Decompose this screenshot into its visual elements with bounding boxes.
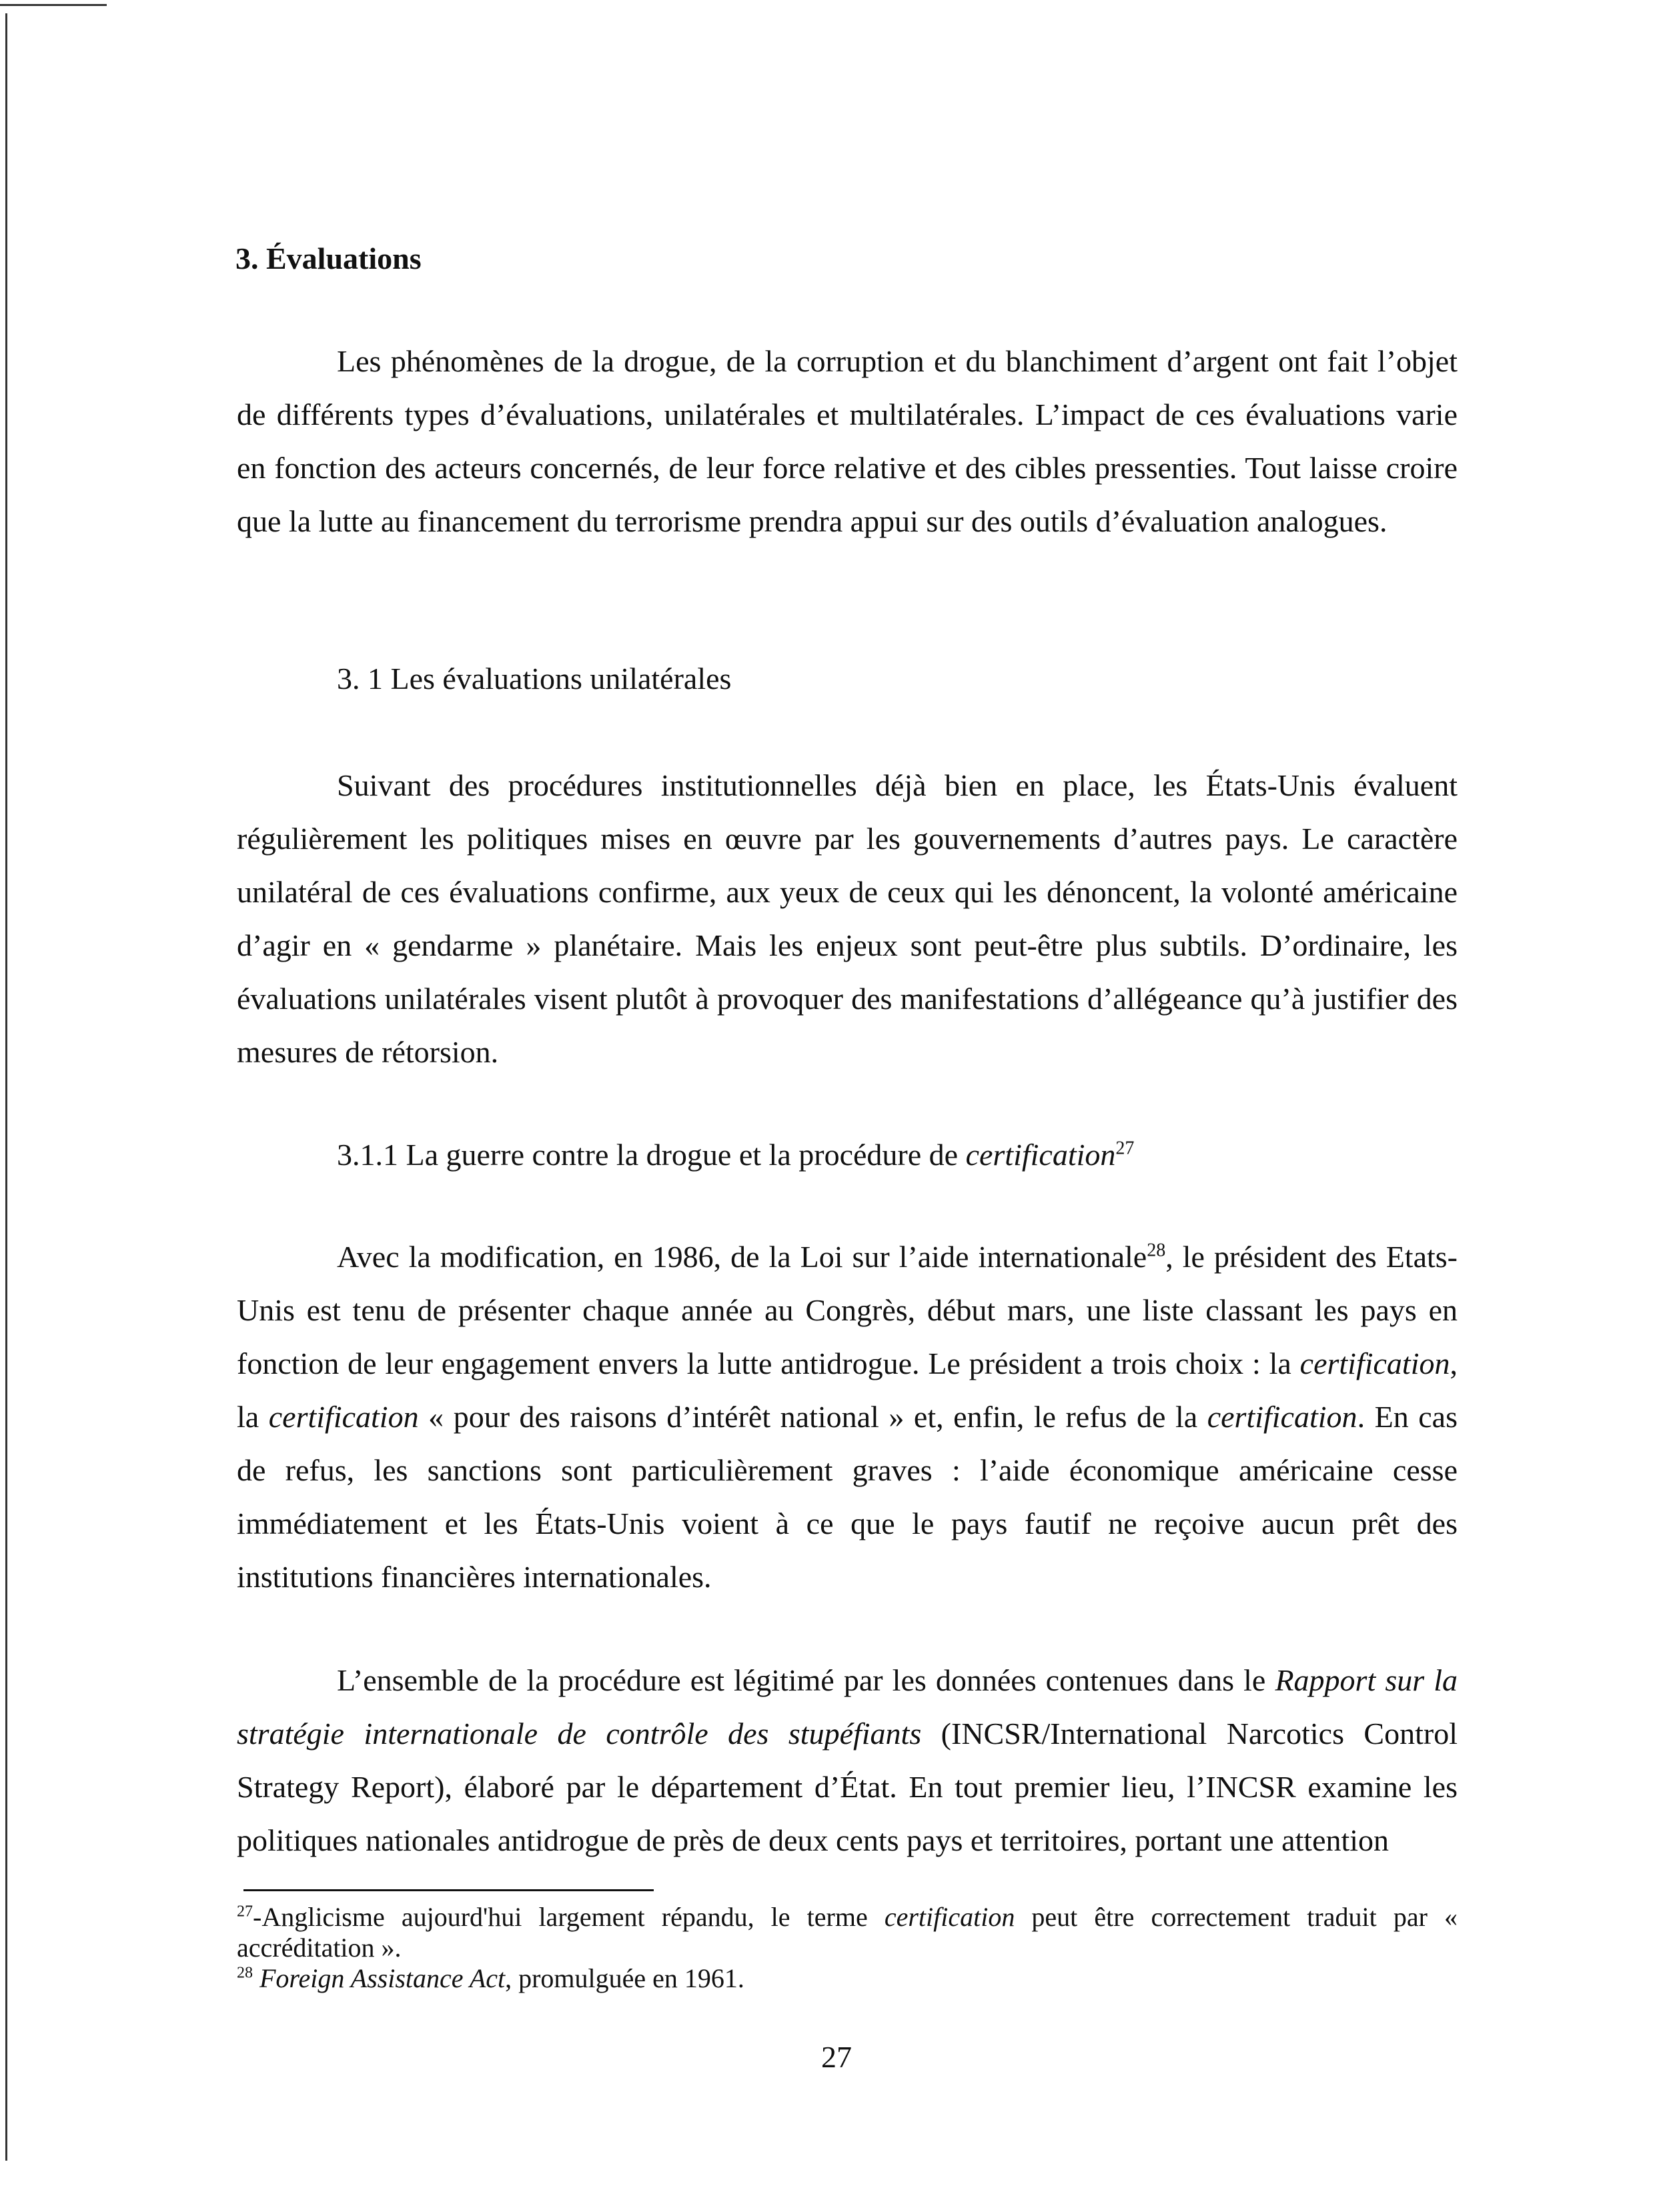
subsubsection-text: 3.1.1 La guerre contre la drogue et la procédure de xyxy=(337,1138,966,1172)
footnote-27: $^{27}$-Anglicisme aujourd'hui largement répandu, le terme certification peut être correctement traduit par « accréditation ». xyxy=(237,1902,1458,1963)
paragraph-4: L’ensemble de la procédure est légitimé par les données contenues dans le Rapport sur la stratégie internationale de contrôle des stupéfiants (INCSR/International Narcotics Control Strategy Report), élaboré par le département d’État. En tout premier lieu, l’INCSR examine les politiques nationales antidrogue de près de deux cents pays et territoires, portant une attention xyxy=(237,1663,1458,1857)
footnotes xyxy=(237,1902,1458,1994)
page-number: 27 xyxy=(821,2040,852,2074)
section-title: 3. Évaluations xyxy=(235,241,422,275)
paragraph-1: Les phénomènes de la drogue, de la corruption et du blanchiment d’argent ont fait l’objet de différents types d’évaluations, unilatérales et multilatérales. L’impact de ces évaluations varie en fonction des acteurs concernés, de leur force relative et des cibles pressenties. Tout laisse croire que la lutte au financement du terrorisme prendra appui sur des outils d’évaluation analogues. xyxy=(237,344,1458,538)
subsubsection-title xyxy=(337,1135,1134,1175)
footnote-separator xyxy=(243,1889,654,1891)
scan-artifact-top xyxy=(0,4,107,6)
footnote-ref-28: 28 xyxy=(1147,1240,1166,1261)
footnote-28: $^{28}$ Foreign Assistance Act, promulguée en 1961. xyxy=(237,1963,744,1993)
paragraph-3: Avec la modification, en 1986, de la Loi sur l’aide internationale$^{28}$, le président des Etats-Unis est tenu de présenter chaque année au Congrès, début mars, une liste classant les pays en fonction de leur engagement envers la lutte antidrogue. Le président a trois choix : la certification, la certification « pour des raisons d’intérêt national » et, enfin, le refus de la certification. En cas de refus, les sanctions sont particulièrement graves : l’aide économique américaine cesse immédiatement et les États-Unis voient à ce que le pays fautif ne reçoive aucun prêt des institutions financières internationales. xyxy=(237,1240,1458,1594)
footnote-ref-27: 27 xyxy=(1115,1138,1135,1159)
scan-artifact-edge xyxy=(5,13,7,2161)
subsubsection-italic: certification xyxy=(965,1138,1116,1172)
subsection-title: 3. 1 Les évaluations unilatérales xyxy=(337,662,732,696)
paragraph-2: Suivant des procédures institutionnelles déjà bien en place, les États-Unis évaluent régulièrement les politiques mises en œuvre par les gouvernements d’autres pays. Le caractère unilatéral de ces évaluations confirme, aux yeux de ceux qui les dénoncent, la volonté américaine d’agir en « gendarme » planétaire. Mais les enjeux sont peut-être plus subtils. D’ordinaire, les évaluations unilatérales visent plutôt à provoquer des manifestations d’allégeance qu’à justifier des mesures de rétorsion. xyxy=(237,768,1458,1069)
